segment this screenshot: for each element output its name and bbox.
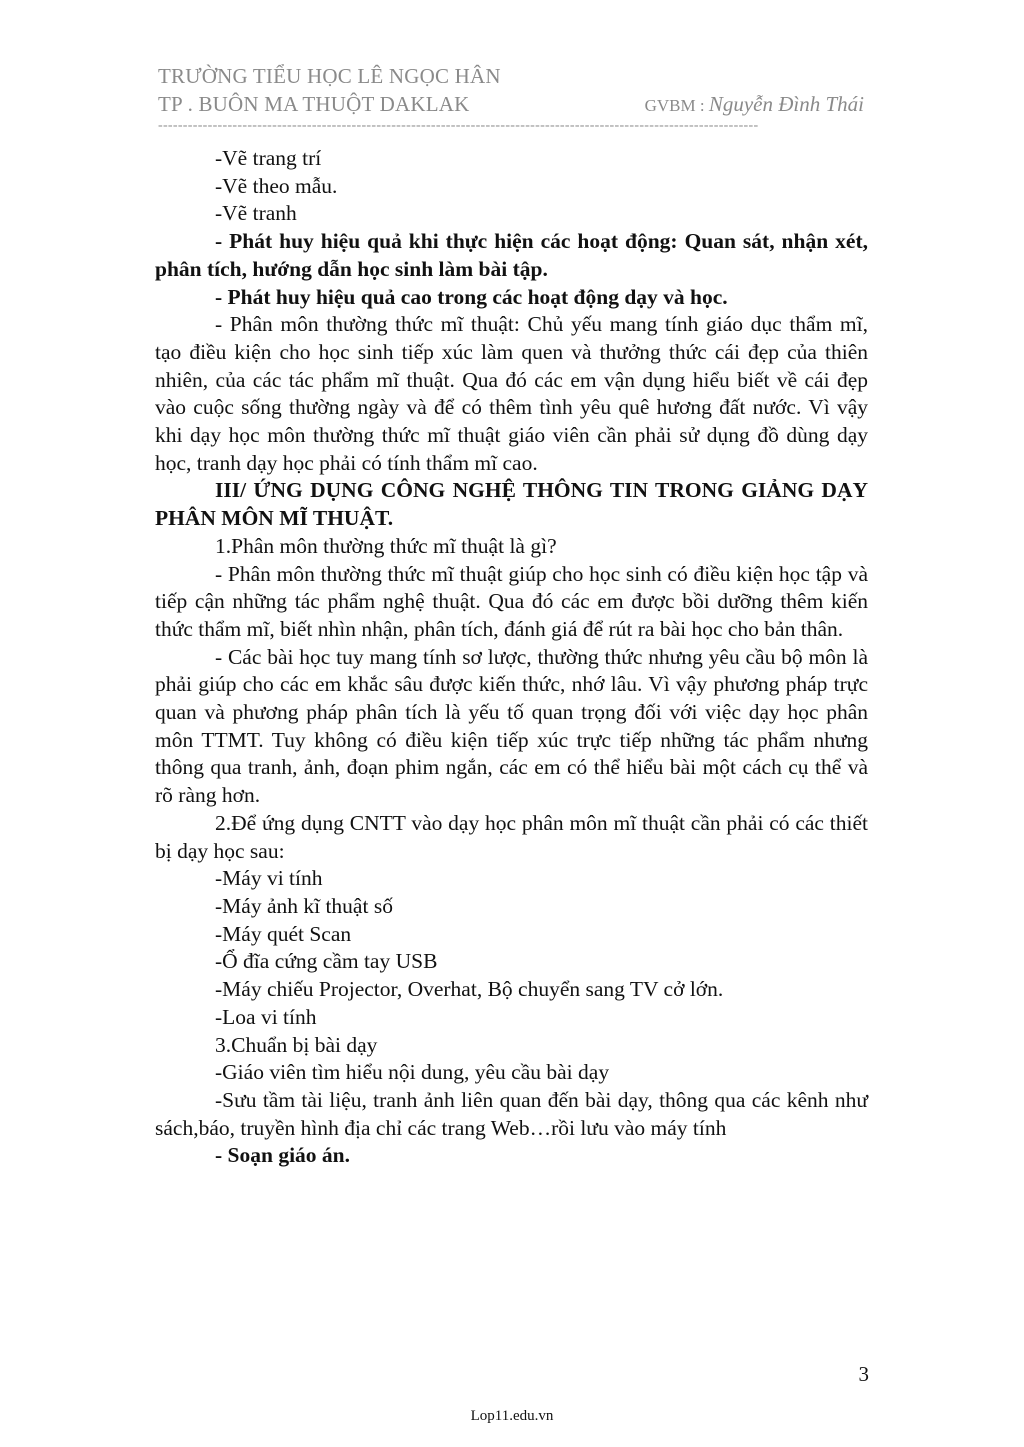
paragraph: - Các bài học tuy mang tính sơ lược, thường thức nhưng yêu cầu bộ môn là phải giúp cho các em khắc sâu được kiến thức, nhớ lâu. Vì vậy phương pháp trực quan và phương pháp phân tích là yếu tố quan trọng đối với việc dạy học phân môn TTMT. Tuy không có điều kiện tiếp xúc trực tiếp những tác phẩm nhưng thông qua tranh, ảnh, đoạn phim ngắn, các em có thể hiểu bài một cách cụ thể và rõ ràng hơn.	[155, 644, 868, 808]
bold-paragraph: - Phát huy hiệu quả cao trong các hoạt động dạy và học.	[215, 284, 728, 309]
school-city: TP . BUÔN MA THUỘT DAKLAK	[158, 92, 470, 116]
list-item: -Giáo viên tìm hiểu nội dung, yêu cầu bài dạy	[215, 1060, 610, 1085]
list-item: -Vẽ theo mẫu.	[215, 173, 338, 198]
list-item: -Vẽ tranh	[215, 201, 297, 226]
paragraph: -Sưu tầm tài liệu, tranh ảnh liên quan đến bài dạy, thông qua các kênh như sách,báo, truyền hình địa chỉ các trang Web…rồi lưu vào máy tính	[155, 1087, 868, 1140]
list-item: -Máy quét Scan	[215, 921, 352, 946]
bold-paragraph: - Soạn giáo án.	[215, 1143, 351, 1168]
page-body	[155, 145, 868, 1170]
bold-paragraph: - Phát huy hiệu quả khi thực hiện các hoạt động: Quan sát, nhận xét, phân tích, hướng dẫn học sinh làm bài tập.	[155, 229, 868, 281]
list-item: -Loa vi tính	[215, 1004, 317, 1029]
list-item: -Máy vi tính	[215, 866, 323, 891]
list-item: -Ổ đĩa cứng cầm tay USB	[215, 949, 438, 974]
school-name: TRƯỜNG TIỂU HỌC LÊ NGỌC HÂN	[158, 64, 501, 88]
teacher-label: GVBM :	[644, 96, 709, 115]
page-number: 3	[858, 1362, 869, 1386]
section-heading: III/ ỨNG DỤNG CÔNG NGHỆ THÔNG TIN TRONG GIẢNG DẠY PHÂN MÔN MĨ THUẬT.	[155, 478, 868, 531]
subheading: 1.Phân môn thường thức mĩ thuật là gì?	[215, 533, 557, 558]
list-item: -Máy ảnh kĩ thuật số	[215, 893, 393, 918]
footer-source: Lop11.edu.vn	[470, 1408, 554, 1424]
paragraph: - Phân môn thường thức mĩ thuật giúp cho học sinh có điều kiện học tập và tiếp cận những tác phẩm nghệ thuật. Qua đó các em được bồi dưỡng thêm kiến thức thẩm mĩ, biết nhìn nhận, phân tích, đánh giá để rút ra bài học cho bản thân.	[155, 561, 868, 641]
teacher-name: Nguyễn Đình Thái	[708, 92, 864, 116]
header-divider: -------------------------------------------------------------------------------------------------------------------------	[158, 120, 759, 132]
teacher-credit	[645, 90, 864, 120]
list-item: -Máy chiếu Projector, Overhat, Bộ chuyển sang TV cở lớn.	[215, 977, 724, 1002]
list-item: -Vẽ trang trí	[215, 146, 322, 170]
paragraph: - Phân môn thường thức mĩ thuật: Chủ yếu mang tính giáo dục thẩm mĩ, tạo điều kiện cho học sinh tiếp xúc làm quen và thưởng thức cái đẹp của thiên nhiên, của các tác phẩm mĩ thuật. Qua đó các em vận dụng hiểu biết về cái đẹp vào cuộc sống thường ngày và để có thêm tình yêu quê hương đất nước. Vì vậy khi dạy học môn thường thức mĩ thuật giáo viên cần phải sử dụng đồ dùng dạy học, tranh dạy học phải có tính thẩm mĩ cao.	[155, 312, 868, 475]
document-header	[158, 62, 501, 118]
subheading: 2.Để ứng dụng CNTT vào dạy học phân môn mĩ thuật cần phải có các thiết bị dạy học sau:	[155, 810, 868, 863]
subheading: 3.Chuẩn bị bài dạy	[215, 1032, 378, 1057]
